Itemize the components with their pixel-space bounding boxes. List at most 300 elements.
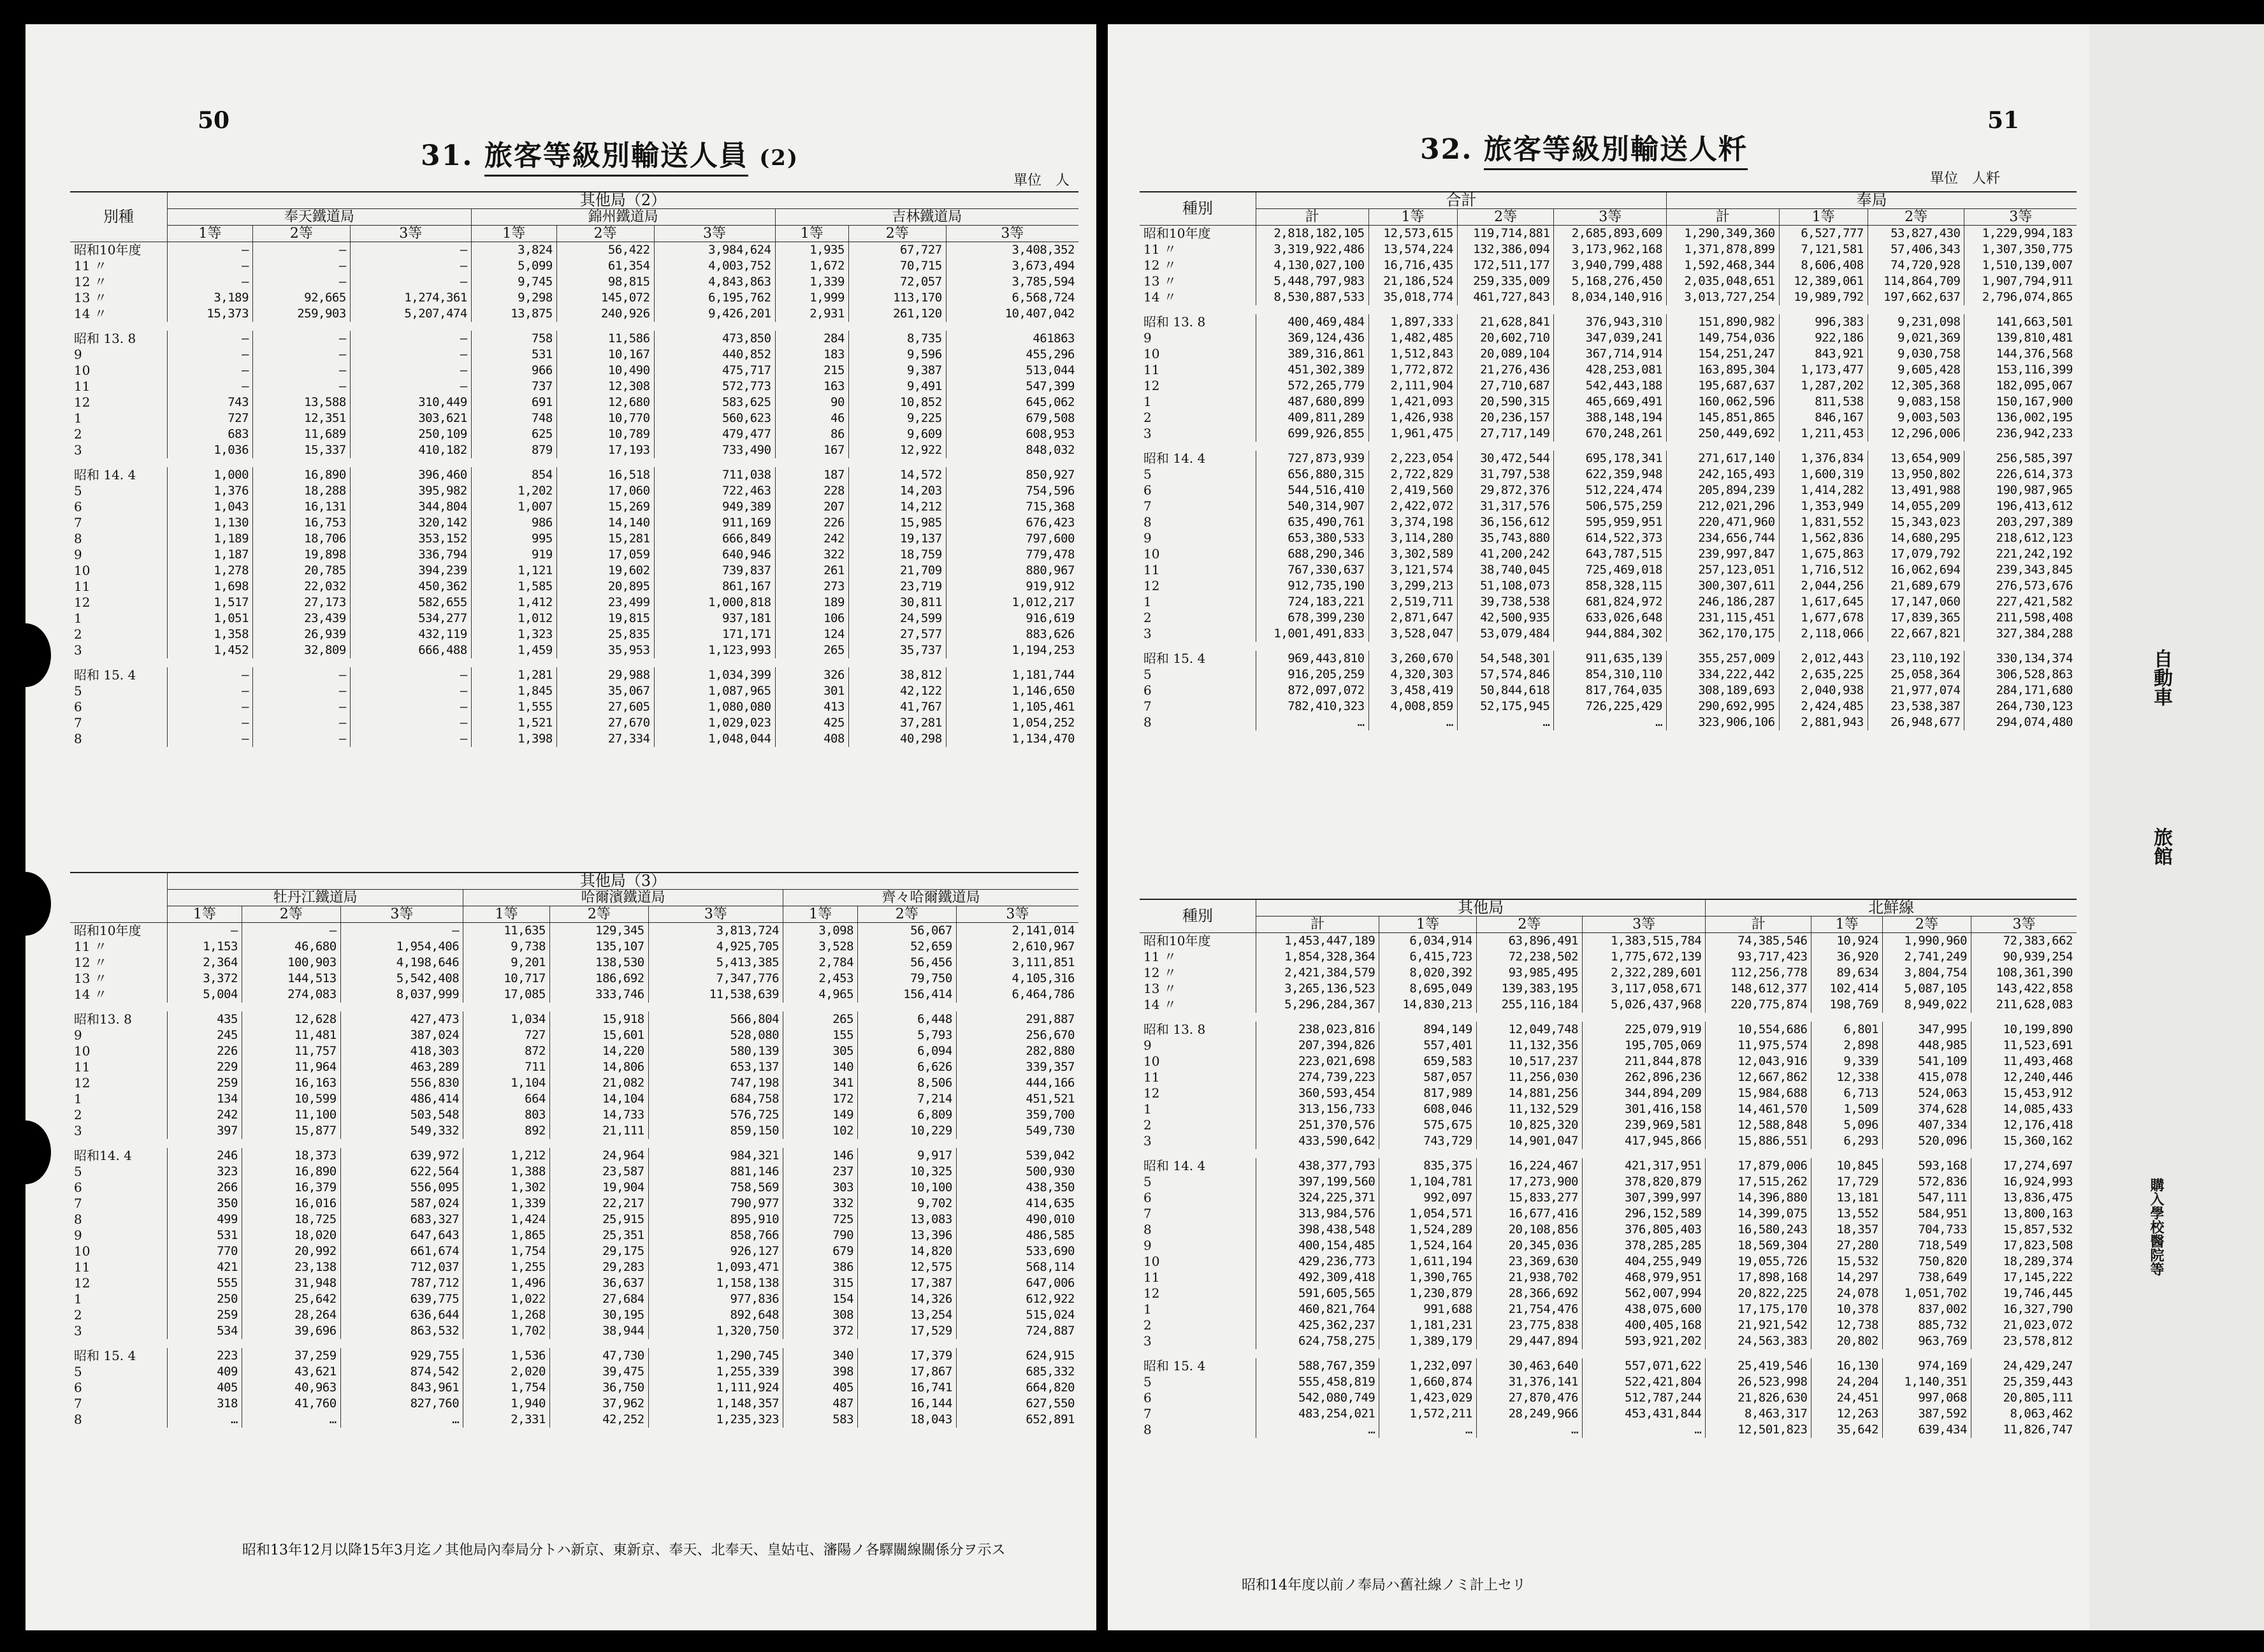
table-row — [70, 1412, 1078, 1428]
row-label: 11 — [1140, 362, 1256, 378]
table-cell: 892,648 — [648, 1307, 783, 1323]
table-cell: 1,592,468,344 — [1667, 257, 1780, 273]
table-cell: 396,460 — [350, 467, 471, 483]
table-row — [70, 467, 1078, 483]
table-cell: 16,163 — [242, 1075, 340, 1091]
col-header: 3等 — [1964, 209, 2077, 226]
edge-tab-text: 購入學校醫院等 — [2148, 1178, 2165, 1276]
table-cell: 566,804 — [648, 1011, 783, 1027]
table-cell: 779,478 — [1026, 547, 1075, 562]
table-cell: 145,072 — [556, 290, 654, 306]
table-cell: 15,984,688 — [1706, 1085, 1811, 1101]
table-cell: 56,067 — [858, 923, 957, 939]
table-cell: 12,575 — [858, 1259, 957, 1275]
table-cell: 738,649 — [1883, 1270, 1971, 1286]
table-cell: 568,114 — [1026, 1260, 1075, 1274]
col-header: 3等 — [1554, 209, 1667, 226]
table-cell: 1,012 — [471, 611, 556, 627]
row-label: 8 — [70, 731, 168, 747]
table-cell: 30,195 — [550, 1307, 649, 1323]
right-footnote: 昭和14年度以前ノ奉局ハ舊社線ノミ計上セリ — [1242, 1577, 1526, 1593]
table-cell: 1,187 — [168, 547, 253, 563]
class-header: 1等 — [463, 906, 550, 923]
table-row — [1140, 1190, 2077, 1206]
table-cell: 919 — [471, 547, 556, 563]
table-cell: — — [253, 699, 351, 715]
table-cell: 284 — [775, 331, 848, 347]
table-cell: 9,201 — [463, 955, 550, 971]
row-label: 12 — [70, 595, 168, 611]
table-cell: 10,490 — [556, 363, 654, 379]
table-cell: 155 — [783, 1027, 858, 1043]
table-cell: … — [1582, 1422, 1705, 1438]
table-row — [1140, 1174, 2077, 1190]
table-cell: 4,130,027,100 — [1256, 257, 1369, 273]
table-cell: 151,890,982 — [1667, 314, 1780, 330]
row-label: 12 — [1140, 1286, 1256, 1301]
table-cell: 359,700 — [1026, 1108, 1075, 1122]
table-cell: 1,376 — [168, 483, 253, 499]
table-cell: 35,743,880 — [1457, 530, 1554, 546]
table-cell: 2,871,647 — [1368, 610, 1457, 626]
table-cell: 10,199,890 — [2003, 1022, 2073, 1036]
table-cell: 724,183,221 — [1256, 594, 1369, 610]
table-row — [70, 1259, 1078, 1275]
table-cell: 13,552 — [1811, 1206, 1883, 1222]
table-cell: 37,259 — [242, 1348, 340, 1364]
table-cell: 143,422,858 — [1996, 982, 2073, 996]
table-cell: 5,087,105 — [1883, 981, 1971, 997]
table-cell: 18,020 — [242, 1228, 340, 1243]
table-cell: 1,907,794,911 — [1982, 274, 2073, 288]
table-cell: 9,339 — [1811, 1054, 1883, 1069]
row-label: 11 〃 — [1140, 949, 1256, 965]
class-header: 1等 — [168, 906, 242, 923]
table-cell: 1,452 — [168, 642, 253, 658]
table-cell: 17,898,168 — [1706, 1270, 1811, 1286]
table-cell: 1,702 — [463, 1323, 550, 1339]
table-cell: 16,753 — [253, 515, 351, 531]
table-cell: 743,729 — [1379, 1133, 1476, 1149]
table-row — [1140, 1406, 2077, 1422]
table-cell: 974,169 — [1883, 1358, 1971, 1374]
table-row — [1140, 426, 2077, 442]
table-cell: 2,519,711 — [1368, 594, 1457, 610]
table-cell: 608,046 — [1379, 1101, 1476, 1117]
table-cell: 4,198,646 — [340, 955, 463, 971]
table-cell: 20,089,104 — [1457, 346, 1554, 362]
table-cell: 13,181 — [1811, 1190, 1883, 1206]
table-cell: — — [350, 242, 471, 259]
table-cell: 13,588 — [253, 395, 351, 410]
table-cell: 11,975,574 — [1706, 1038, 1811, 1054]
table-cell: 19,815 — [556, 611, 654, 627]
table-cell: 683,327 — [340, 1212, 463, 1228]
table-cell: 57,574,846 — [1457, 667, 1554, 683]
table-cell: 17,387 — [858, 1275, 957, 1291]
table-cell: 1,482,485 — [1368, 330, 1457, 346]
table-cell: 23,439 — [253, 611, 351, 627]
table-cell: 21,082 — [550, 1075, 649, 1091]
table-cell: 1,716,512 — [1779, 562, 1868, 578]
table-cell: 1,123,993 — [654, 642, 775, 658]
table-cell: 695,178,341 — [1554, 451, 1667, 467]
table-cell: 2,881,943 — [1779, 714, 1868, 730]
table-cell: 6,713 — [1811, 1085, 1883, 1101]
row-label: 10 — [1140, 346, 1256, 362]
table-cell: 266 — [168, 1180, 242, 1196]
table-cell: 256,670 — [1026, 1028, 1075, 1042]
table-cell: 1,388 — [463, 1164, 550, 1180]
left-title-no: 31. — [421, 140, 474, 172]
row-label: 14 〃 — [70, 306, 168, 322]
table-cell: 12,738 — [1811, 1317, 1883, 1333]
table-cell: 453,431,844 — [1582, 1406, 1705, 1422]
table-cell: 1,940 — [463, 1396, 550, 1412]
table-row — [70, 442, 1078, 458]
table-cell: 1,897,333 — [1368, 314, 1457, 330]
row-label: 1 — [70, 410, 168, 426]
table-cell: 16,580,243 — [1706, 1222, 1811, 1238]
table-row — [70, 1148, 1078, 1164]
table-cell: 473,850 — [654, 331, 775, 347]
table-cell: 17,379 — [858, 1348, 957, 1364]
table-cell: 894,149 — [1379, 1022, 1476, 1038]
table-cell: 1,555 — [471, 699, 556, 715]
table-cell: 38,812 — [848, 667, 946, 683]
table-cell: 41,760 — [242, 1396, 340, 1412]
table-cell: 239,969,581 — [1582, 1117, 1705, 1133]
table-cell: 413 — [775, 699, 848, 715]
row-label: 12 〃 — [1140, 257, 1256, 273]
table-cell: 102 — [783, 1123, 858, 1139]
table-cell: 25,359,443 — [2003, 1375, 2073, 1389]
table-cell: — — [168, 363, 253, 379]
table-cell: 9,917 — [858, 1148, 957, 1164]
table-cell: 16,130 — [1811, 1358, 1883, 1374]
table-cell: 408 — [775, 731, 848, 747]
table-row — [70, 939, 1078, 955]
col-header: 1等 — [1379, 917, 1476, 933]
table-cell: 1,509 — [1811, 1101, 1883, 1117]
table-cell: 633,026,648 — [1554, 610, 1667, 626]
table-cell: 141,663,501 — [1996, 315, 2073, 329]
table-cell: 9,609 — [848, 426, 946, 442]
row-label: 昭和10年度 — [70, 242, 168, 259]
class-header: 2等 — [556, 226, 654, 242]
table-cell: 31,376,141 — [1476, 1374, 1582, 1390]
table-cell: 246,186,287 — [1667, 594, 1780, 610]
table-cell: 1,390,765 — [1379, 1270, 1476, 1286]
row-label: 12 〃 — [70, 955, 168, 971]
table-row — [1140, 965, 2077, 981]
table-cell: 691 — [471, 395, 556, 410]
table-cell: … — [1368, 714, 1457, 730]
bureau-header: 錦州鐵道局 — [471, 209, 775, 226]
table-cell: 3,260,670 — [1368, 651, 1457, 667]
table-cell: 1,080,080 — [654, 699, 775, 715]
table-cell: 754,596 — [1026, 484, 1075, 498]
group-header: 其他局（3） — [168, 873, 1079, 890]
table-cell: 344,804 — [350, 499, 471, 515]
table-cell: 461863 — [1033, 331, 1075, 345]
table-row — [70, 531, 1078, 547]
table-cell: 26,523,998 — [1706, 1374, 1811, 1390]
table-cell: 5,026,437,968 — [1582, 997, 1705, 1013]
table-row — [70, 347, 1078, 363]
table-cell: 207,394,826 — [1256, 1038, 1379, 1054]
table-cell: 418,303 — [340, 1043, 463, 1059]
table-row — [1140, 981, 2077, 997]
row-label: 1 — [1140, 1101, 1256, 1117]
table-cell: 863,532 — [340, 1323, 463, 1339]
stub-header-lower — [70, 873, 168, 923]
table-cell: 500,930 — [1026, 1164, 1075, 1178]
table-cell: 273 — [775, 579, 848, 595]
table-cell: 17,059 — [556, 547, 654, 563]
table-cell: 215 — [775, 363, 848, 379]
table-cell: 17,193 — [556, 442, 654, 458]
row-label: 11 — [70, 579, 168, 595]
table-cell: 300,307,611 — [1667, 578, 1780, 594]
table-cell: 679,508 — [1026, 411, 1075, 425]
table-cell: 513,044 — [1026, 363, 1075, 377]
table-cell: 3,117,058,671 — [1582, 981, 1705, 997]
table-row — [1140, 1286, 2077, 1301]
table-cell: — — [350, 731, 471, 747]
table-cell: 12,049,748 — [1476, 1022, 1582, 1038]
table-cell: 681,824,972 — [1554, 594, 1667, 610]
table-cell: 72,057 — [848, 274, 946, 290]
table-cell: 17,147,060 — [1868, 594, 1964, 610]
table-row — [70, 595, 1078, 611]
table-cell: 438,075,600 — [1582, 1301, 1705, 1317]
table-row — [1140, 1117, 2077, 1133]
table-cell: 640,946 — [654, 547, 775, 563]
row-label: 2 — [70, 1107, 168, 1123]
table-cell: 3,111,851 — [1012, 955, 1075, 969]
table-cell: 747,198 — [648, 1075, 783, 1091]
table-cell: 584,951 — [1883, 1206, 1971, 1222]
table-cell: — — [350, 258, 471, 274]
table-row — [70, 258, 1078, 274]
bureau-header: 奉天鐵道局 — [168, 209, 472, 226]
table-cell: 506,575,259 — [1554, 498, 1667, 514]
row-label: 5 — [1140, 667, 1256, 683]
table-cell: 41,200,242 — [1457, 546, 1554, 562]
table-cell: 414,635 — [1026, 1196, 1075, 1210]
table-cell: 15,281 — [556, 531, 654, 547]
table-cell: 132,386,094 — [1457, 242, 1554, 257]
table-cell: 24,964 — [550, 1148, 649, 1164]
row-label: 5 — [70, 1364, 168, 1380]
table-cell: 758,569 — [648, 1180, 783, 1196]
table-cell: 19,898 — [253, 547, 351, 563]
row-label: 5 — [1140, 1174, 1256, 1190]
row-label: 9 — [70, 347, 168, 363]
edge-tab-text: 自動車 — [2150, 649, 2172, 706]
table-cell: 415,078 — [1883, 1069, 1971, 1085]
table-cell: 858,328,115 — [1554, 578, 1667, 594]
table-cell: 17,879,006 — [1706, 1158, 1811, 1174]
bureau-header: 牡丹江鐵道局 — [168, 890, 463, 906]
table-cell: 220,775,874 — [1706, 997, 1811, 1013]
table-cell: 389,316,861 — [1256, 346, 1369, 362]
row-label: 8 — [1140, 514, 1256, 530]
table-cell: 13,836,475 — [2003, 1191, 2073, 1205]
table-cell: 5,296,284,367 — [1256, 997, 1379, 1013]
table-cell: 1,371,878,899 — [1667, 242, 1780, 257]
table-cell: 24,451 — [1811, 1390, 1883, 1406]
table-cell: 549,730 — [1026, 1124, 1075, 1138]
table-cell: 533,690 — [1026, 1244, 1075, 1258]
table-cell: 318 — [168, 1396, 242, 1412]
table-cell: 837,002 — [1883, 1301, 1971, 1317]
table-cell: 1,510,139,007 — [1982, 258, 2073, 272]
table-cell: 139,383,195 — [1476, 981, 1582, 997]
table-cell: 20,108,856 — [1476, 1222, 1582, 1238]
table-cell: 683 — [168, 426, 253, 442]
table-cell: 100,903 — [242, 955, 340, 971]
table-cell: 14,461,570 — [1706, 1101, 1811, 1117]
table-cell: 425,362,237 — [1256, 1317, 1379, 1333]
table-cell: 5,542,408 — [340, 971, 463, 987]
table-cell: 712,037 — [340, 1259, 463, 1275]
table-cell: 17,274,697 — [2003, 1159, 2073, 1173]
table-cell: 18,759 — [848, 547, 946, 563]
table-cell: 1,054,571 — [1379, 1206, 1476, 1222]
table-cell: 11,635 — [463, 923, 550, 939]
table-cell: 112,256,778 — [1706, 965, 1811, 981]
bureau-header: 吉林鐵道局 — [775, 209, 1078, 226]
table-cell: 991,688 — [1379, 1301, 1476, 1317]
table-cell: 4,008,859 — [1368, 699, 1457, 714]
table-cell: 3,189 — [168, 290, 253, 306]
row-label: 10 — [1140, 546, 1256, 562]
table-cell: 12,176,418 — [2003, 1118, 2073, 1132]
table-cell: 528,080 — [648, 1027, 783, 1043]
table-cell: 2,322,289,601 — [1582, 965, 1705, 981]
table-cell: 20,992 — [242, 1243, 340, 1259]
table-row — [70, 515, 1078, 531]
table-cell: 394,239 — [350, 563, 471, 579]
table-cell: 29,447,894 — [1476, 1333, 1582, 1349]
table-cell: 625 — [471, 426, 556, 442]
table-cell: 487 — [783, 1396, 858, 1412]
table-cell: 21,111 — [550, 1123, 649, 1139]
table-cell: 27,173 — [253, 595, 351, 611]
table-cell: 21,628,841 — [1457, 314, 1554, 330]
table-cell: 30,472,544 — [1457, 451, 1554, 467]
table-cell: — — [168, 667, 253, 683]
row-label: 昭和14. 4 — [70, 1148, 168, 1164]
table-cell: 11,757 — [242, 1043, 340, 1059]
table-cell: — — [253, 363, 351, 379]
table-cell: 24,599 — [848, 611, 946, 627]
table-cell: … — [1256, 714, 1369, 730]
table-cell: 2,610,967 — [1012, 939, 1075, 953]
table-cell: 666,488 — [350, 642, 471, 658]
table-cell: 17,145,222 — [2003, 1270, 2073, 1284]
table-cell: 8,020,392 — [1379, 965, 1476, 981]
table-cell: 1,421,093 — [1368, 394, 1457, 410]
table-cell: 9,003,503 — [1868, 410, 1964, 426]
table-cell: 18,288 — [253, 483, 351, 499]
table-cell: 405 — [168, 1380, 242, 1396]
table-cell: 30,463,640 — [1476, 1358, 1582, 1374]
table-cell: 421,317,951 — [1582, 1158, 1705, 1174]
table-cell: 9,231,098 — [1868, 314, 1964, 330]
class-header: 2等 — [858, 906, 957, 923]
table-row — [70, 331, 1078, 347]
table-cell: 14,901,047 — [1476, 1133, 1582, 1149]
table-cell: 140 — [783, 1059, 858, 1075]
table-cell: 17,085 — [463, 987, 550, 1003]
table-cell: 8,506 — [858, 1075, 957, 1091]
table-cell: 1,358 — [168, 627, 253, 642]
table-cell: 21,709 — [848, 563, 946, 579]
table-cell: 19,746,445 — [2003, 1286, 2073, 1300]
table-cell: 861,167 — [654, 579, 775, 595]
row-label: 1 — [1140, 1301, 1256, 1317]
table-cell: 846,167 — [1779, 410, 1868, 426]
table-cell: 9,491 — [848, 379, 946, 395]
table-cell: 1,130 — [168, 515, 253, 531]
table-cell: 5,207,474 — [350, 306, 471, 322]
table-cell: 39,738,538 — [1457, 594, 1554, 610]
table-cell: — — [253, 242, 351, 259]
table-cell: 572,836 — [1883, 1174, 1971, 1190]
table-cell: 17,529 — [858, 1323, 957, 1339]
row-label: 9 — [1140, 1038, 1256, 1054]
table-cell: 595,959,951 — [1554, 514, 1667, 530]
table-cell: 17,175,170 — [1706, 1301, 1811, 1317]
table-cell: 21,276,436 — [1457, 362, 1554, 378]
table-cell: 261,120 — [848, 306, 946, 322]
table-row — [1140, 1069, 2077, 1085]
table-cell: 25,351 — [550, 1228, 649, 1243]
table-cell: 438,377,793 — [1256, 1158, 1379, 1174]
table-cell: 13,491,988 — [1868, 482, 1964, 498]
table-cell: 149 — [783, 1107, 858, 1123]
table-cell: 397,199,560 — [1256, 1174, 1379, 1190]
table-cell: 57,406,343 — [1868, 242, 1964, 257]
table-cell: 114,864,709 — [1868, 273, 1964, 289]
table-cell: 86 — [775, 426, 848, 442]
table-cell: 376,943,310 — [1554, 314, 1667, 330]
table-cell: — — [253, 731, 351, 747]
table-cell: 782,410,323 — [1256, 699, 1369, 714]
class-header: 1等 — [775, 226, 848, 242]
table-cell: 369,124,436 — [1256, 330, 1369, 346]
table-row — [1140, 1238, 2077, 1254]
table-cell: 636,644 — [340, 1307, 463, 1323]
row-label: 10 — [70, 1043, 168, 1059]
table-cell: 9,738 — [463, 939, 550, 955]
table-cell: 37,281 — [848, 715, 946, 731]
table-row — [70, 1380, 1078, 1396]
row-gap — [1140, 1013, 2077, 1022]
table-cell: 250,109 — [350, 426, 471, 442]
table-cell: 16,716,435 — [1368, 257, 1457, 273]
table-row — [70, 1107, 1078, 1123]
table-row — [1140, 1054, 2077, 1069]
row-label: 11 — [1140, 1270, 1256, 1286]
left-title-text: 旅客等級別輸送人員 — [484, 140, 748, 177]
table-cell: 29,988 — [556, 667, 654, 683]
table-cell: 350 — [168, 1196, 242, 1212]
table-cell: — — [168, 274, 253, 290]
